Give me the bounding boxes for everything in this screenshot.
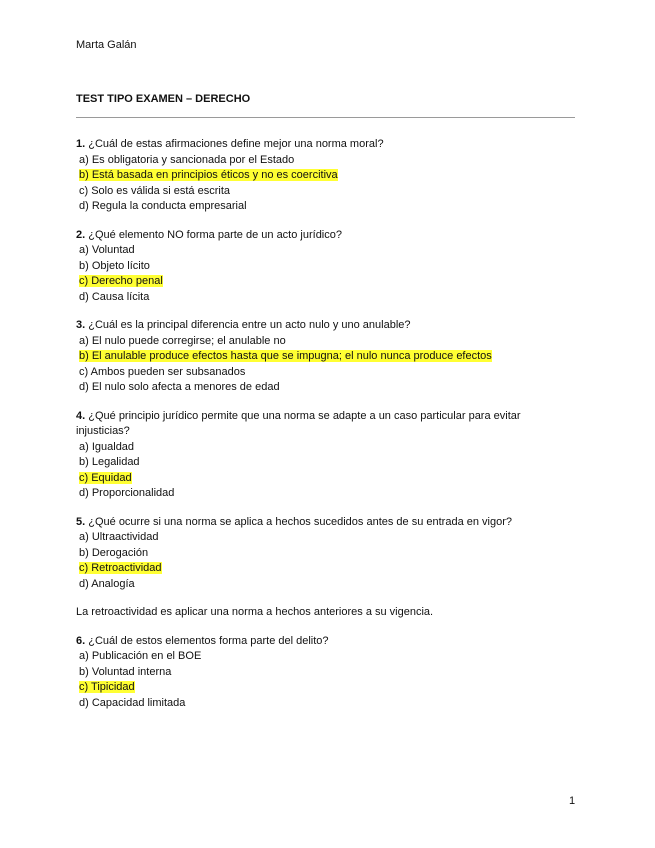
answer-option	[76, 243, 556, 259]
answer-option	[76, 486, 556, 502]
question-5	[76, 515, 556, 593]
question-3	[76, 318, 556, 396]
option-text: a) Voluntad	[79, 244, 135, 256]
question-7	[76, 634, 556, 712]
option-text: b) Derogación	[79, 546, 149, 559]
option-text: c) Solo es válida si está escrita	[79, 184, 231, 197]
question-number: 5.	[76, 515, 86, 528]
explanation-note: La retroactividad es aplicar una norma a hechos anteriores a su vigencia.	[76, 606, 434, 618]
answer-option	[76, 649, 556, 665]
question-number: 6.	[76, 634, 86, 647]
option-text: d) Regula la conducta empresarial	[79, 200, 247, 212]
option-text: b) Voluntad interna	[79, 665, 172, 678]
question-text	[76, 318, 556, 334]
answer-option-highlighted	[76, 561, 556, 577]
question-number: 4.	[76, 409, 86, 422]
answer-option	[76, 153, 556, 169]
question-number: 2.	[76, 228, 86, 241]
option-text: d) Analogía	[79, 577, 135, 590]
answer-option	[76, 184, 556, 200]
option-text: b) Objeto lícito	[79, 259, 150, 272]
page-number: 1	[569, 795, 576, 807]
question-text	[76, 137, 556, 153]
answer-option	[76, 334, 556, 350]
answer-option	[76, 577, 556, 593]
answer-option-highlighted	[76, 680, 556, 696]
answer-option-highlighted	[76, 349, 556, 365]
answer-option	[76, 440, 556, 456]
question-number: 1.	[76, 138, 86, 150]
question-text	[76, 634, 556, 650]
answer-option	[76, 455, 556, 471]
option-text: d) Proporcionalidad	[79, 487, 175, 499]
question-prompt: ¿Cuál de estos elementos forma parte del delito?	[88, 634, 329, 647]
option-text: c) Equidad	[79, 471, 132, 484]
option-text: d) Causa lícita	[79, 290, 150, 303]
answer-option	[76, 546, 556, 562]
question-prompt: ¿Cuál es la principal diferencia entre un acto nulo y uno anulable?	[88, 319, 411, 331]
option-text: b) Legalidad	[79, 456, 140, 468]
option-text: b) El anulable produce efectos hasta que se impugna; el nulo nunca produce efectos	[79, 350, 492, 362]
option-text: a) Publicación en el BOE	[79, 650, 202, 662]
answer-option	[76, 199, 556, 215]
option-text: d) Capacidad limitada	[79, 696, 186, 709]
question-number: 3.	[76, 319, 86, 331]
option-text: b) Está basada en principios éticos y no es coercitiva	[79, 169, 338, 181]
answer-option	[76, 665, 556, 681]
question-prompt: ¿Qué principio jurídico permite que una norma se adapte a un caso particular para evitar injusticias?	[76, 409, 521, 437]
answer-option	[76, 290, 556, 306]
question-1	[76, 137, 556, 215]
question-2	[76, 228, 556, 306]
title-divider	[76, 117, 575, 118]
answer-option	[76, 530, 556, 546]
author-name: Marta Galán	[76, 39, 137, 51]
question-list	[76, 137, 556, 724]
answer-option-highlighted	[76, 274, 556, 290]
answer-option-highlighted	[76, 168, 556, 184]
option-text: c) Derecho penal	[79, 275, 163, 287]
question-text	[76, 409, 556, 440]
question-text	[76, 515, 556, 531]
answer-option	[76, 259, 556, 275]
option-text: a) Es obligatoria y sancionada por el Estado	[79, 153, 295, 166]
option-text: a) Ultraactividad	[79, 531, 159, 543]
answer-option	[76, 365, 556, 381]
question-text	[76, 228, 556, 244]
option-text: d) El nulo solo afecta a menores de edad	[79, 381, 280, 393]
option-text: a) Igualdad	[79, 440, 135, 453]
option-text: c) Ambos pueden ser subsanados	[79, 365, 246, 378]
option-text: c) Tipicidad	[79, 681, 135, 693]
question-prompt: ¿Cuál de estas afirmaciones define mejor una norma moral?	[88, 138, 384, 150]
question-prompt: ¿Qué ocurre si una norma se aplica a hechos sucedidos antes de su entrada en vigor?	[88, 515, 513, 528]
question-4	[76, 409, 556, 502]
answer-option-highlighted	[76, 471, 556, 487]
document-title: TEST TIPO EXAMEN – DERECHO	[76, 93, 251, 105]
answer-option	[76, 696, 556, 712]
question-prompt: ¿Qué elemento NO forma parte de un acto jurídico?	[88, 228, 342, 241]
answer-option	[76, 380, 556, 396]
option-text: c) Retroactividad	[79, 562, 162, 574]
option-text: a) El nulo puede corregirse; el anulable no	[79, 334, 286, 347]
